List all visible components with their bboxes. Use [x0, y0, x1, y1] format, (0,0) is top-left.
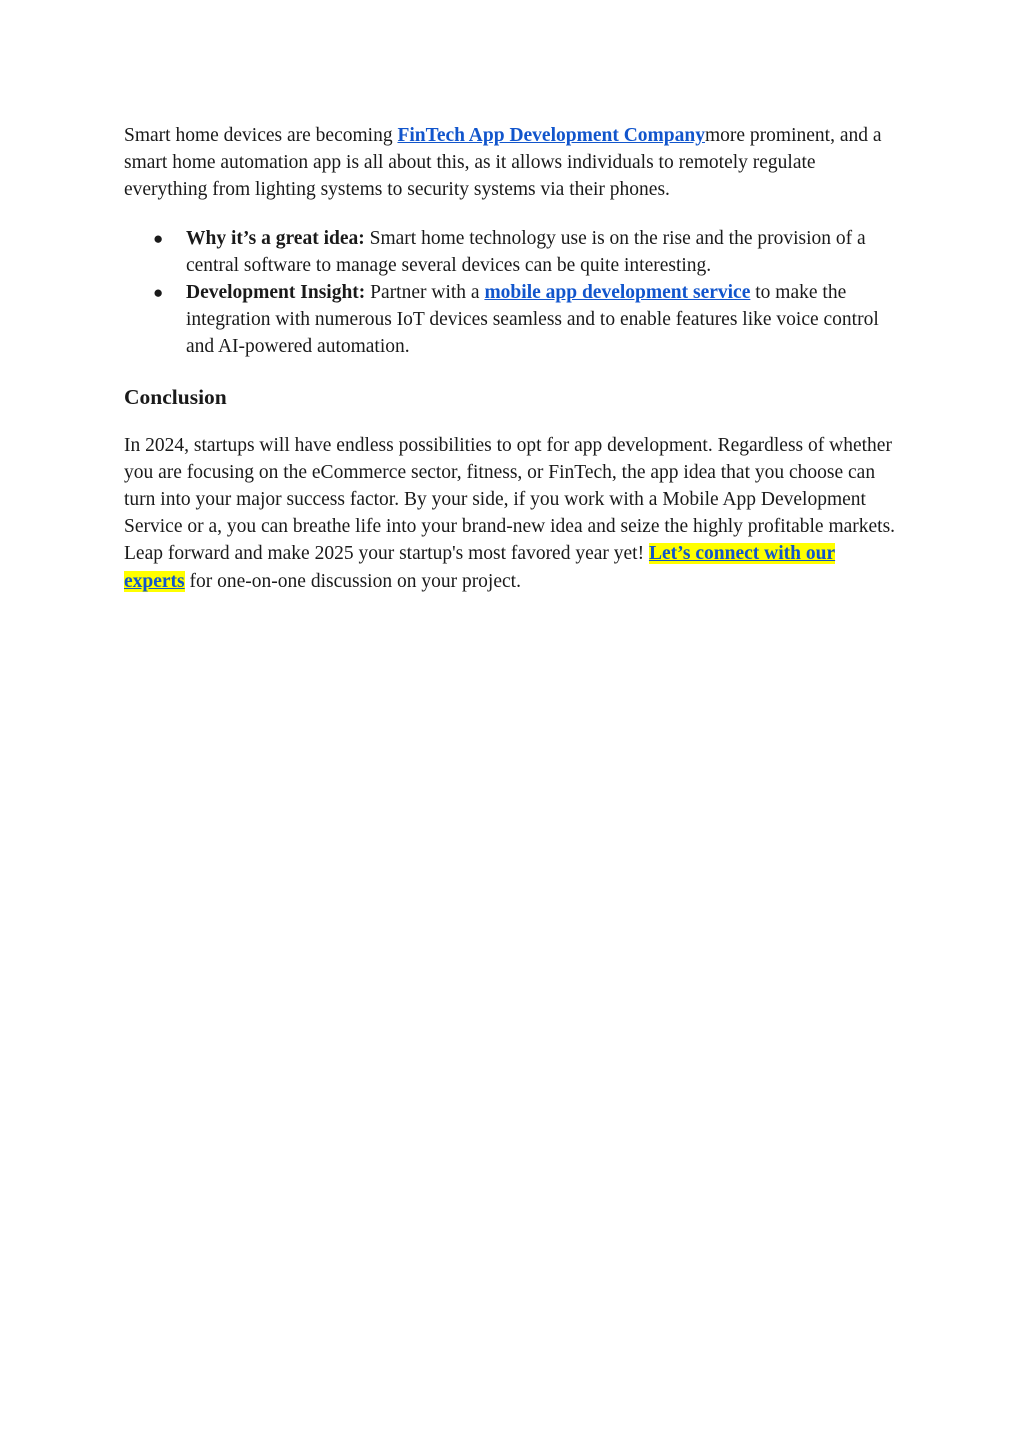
bullet-item-great-idea	[124, 225, 900, 279]
bullet-text: Smart home technology use is on the rise and the provision of a central software to manage several devices can be quite interesting.	[186, 227, 866, 276]
bullet-label: Why it’s a great idea:	[186, 227, 365, 249]
intro-text-after: more prominent, and a smart home automation app is all about this, as it allows individuals to remotely regulate everything from lighting systems to security systems via their phones.	[124, 125, 882, 201]
connect-experts-link[interactable]: Let’s connect with our experts	[124, 543, 836, 592]
conclusion-text-before: In 2024, startups will have endless possibilities to opt for app development. Regardless of whether you are focusing on the eCommerce sector, fitness, or FinTech, the app idea that you choose can turn into your major success factor. By your side, if you work with a Mobile App Development Service or a, you can breathe life into your brand-new idea and seize the highly profitable markets. Leap forward and make 2025 your startup's most favored year yet!	[124, 434, 896, 565]
conclusion-text-after: for one-on-one discussion on your project.	[184, 570, 521, 592]
document-page	[124, 122, 900, 595]
bullet-icon: ●	[153, 228, 164, 248]
intro-paragraph	[124, 122, 900, 204]
conclusion-heading: Conclusion	[124, 384, 227, 409]
mobile-app-service-link[interactable]: mobile app development service	[484, 282, 751, 304]
bullet-text-after: to make the integration with numerous IoT devices seamless and to enable features like voice control and AI-powered automation.	[186, 282, 879, 358]
bullet-icon: ●	[153, 283, 164, 303]
bullet-list	[124, 225, 900, 361]
bullet-label: Development Insight:	[186, 282, 366, 304]
bullet-item-development-insight	[124, 279, 900, 361]
fintech-company-link[interactable]: FinTech App Development Company	[397, 125, 705, 146]
conclusion-paragraph	[124, 432, 900, 595]
intro-text-before: Smart home devices are becoming	[124, 125, 398, 146]
bullet-text-before: Partner with a	[365, 282, 485, 304]
